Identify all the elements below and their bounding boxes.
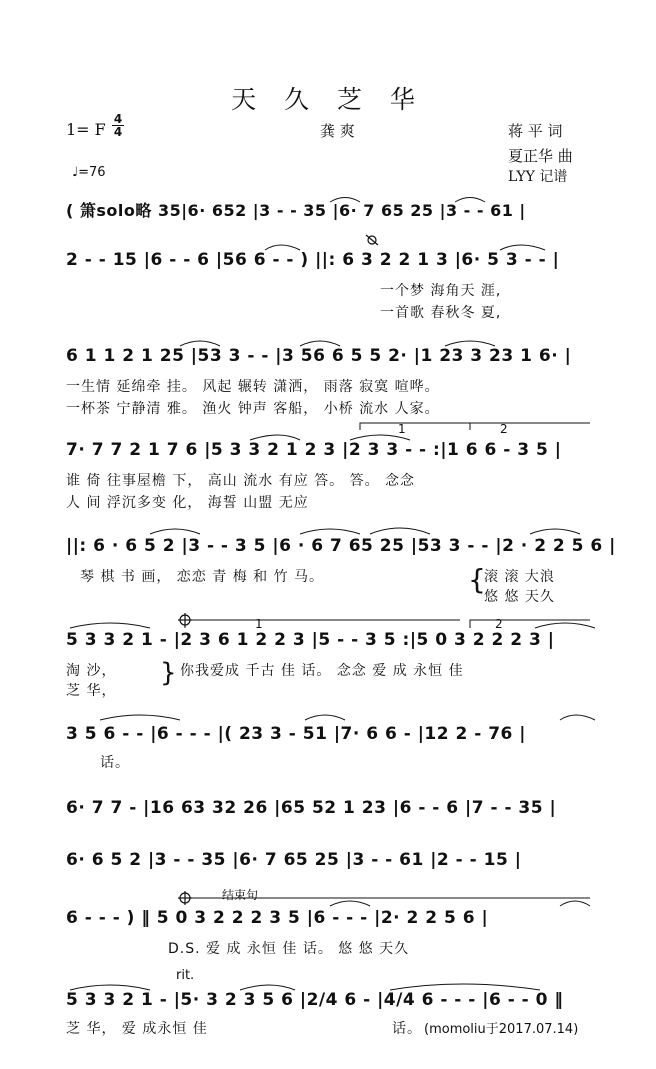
stave-6: 5 3 3 2 1 - |2 3 6 1 2 2 3 |5 - - 3 5 :|5 0 3 2 2 2 3 |	[66, 630, 555, 650]
song-title: 天 久 芝 华	[231, 85, 425, 114]
lyric-line: D.S. 爱 成 永恒 佳 话。 悠 悠 天久	[168, 941, 410, 957]
transcriber: LYY 记谱	[508, 169, 568, 185]
lyric-line: 琴 棋 书 画， 恋恋 青 梅 和 竹 马。	[80, 569, 325, 585]
tempo-value: =76	[78, 165, 106, 180]
ritardando-mark: rit.	[176, 968, 195, 983]
lyric-line: 滚 滚 大浪	[484, 569, 555, 585]
lyricist: 蒋 平 词	[508, 122, 563, 140]
lyric-line: 话。	[392, 1021, 422, 1037]
lyric-line: 一首歌 春秋冬 夏,	[380, 305, 502, 321]
brace-icon: {	[468, 563, 486, 596]
ending-label: 结束句	[222, 888, 259, 902]
lyric-line: 人 间 浮沉多变 化， 海誓 山盟 无应	[66, 495, 309, 511]
singer: 龚 爽	[320, 122, 355, 140]
lyric-line: 一生情 延绵牵 挂。 风起 辗转 潇洒， 雨落 寂寞 喧哗。	[66, 379, 440, 395]
lyric-line: 悠 悠 天久	[484, 589, 555, 605]
composer: 夏正华 曲	[508, 147, 573, 165]
stave-3: 6 1 1 2 1 25 |53 3 - - |3 56 6 5 5 2· |1 23 3 23 1 6· |	[66, 346, 572, 366]
time-signature-bottom: 4	[113, 125, 123, 139]
lyric-line: 话。	[100, 755, 130, 771]
brace-icon: }	[160, 658, 177, 688]
volta-1-label: 1	[398, 422, 406, 436]
volta-2-label: 2	[500, 422, 508, 436]
stave-11: 5 3 3 2 1 - |5· 3 2 3 5 6 |2/4 6 - |4/4 6 - - - |6 - - 0 ‖	[66, 990, 564, 1010]
stave-9: 6· 6 5 2 |3 - - 35 |6· 7 65 25 |3 - - 61 |2 - - 15 |	[66, 850, 522, 870]
time-signature-top: 4	[113, 112, 123, 126]
quarter-note-icon: ♩	[72, 165, 79, 180]
volta-1-label: 1	[255, 617, 263, 631]
lyric-line: 淘 沙，	[66, 663, 117, 679]
key-signature: 1= F	[66, 120, 106, 139]
lyric-line: 一杯茶 宁静清 雅。 渔火 钟声 客船， 小桥 流水 人家。	[66, 401, 440, 417]
lyric-line: 一个梦 海角天 涯,	[380, 283, 502, 299]
stave-4: 7· 7 7 2 1 7 6 |5 3 3 2 1 2 3 |2 3 3 - - :|1 6 6 - 3 5 |	[66, 440, 562, 460]
lyric-line: 你我爱成 千古 佳 话。 念念 爱 成 永恒 佳	[180, 663, 464, 679]
stave-7: 3 5 6 - - |6 - - - |( 23 3 - 51 |7· 6 6 - |12 2 - 76 |	[66, 724, 527, 744]
stave-2: 2 - - 15 |6 - - 6 |56 6 - - ) ||: 6 3 2 2 1 3 |6· 5 3 - - |	[66, 250, 560, 270]
footer-note: (momoliu于2017.07.14)	[424, 1022, 579, 1037]
lyric-line: 芝 华，	[66, 683, 117, 699]
volta-2-label: 2	[495, 617, 503, 631]
stave-1: ( 箫solo略 35|6· 652 |3 - - 35 |6· 7 65 25 |3 - - 61 |	[66, 201, 526, 220]
stave-10: 6 - - - ) ‖ 5 0 3 2 2 2 3 5 |6 - - - |2· 2 2 5 6 |	[66, 908, 489, 928]
lyric-line: 谁 倚 往事屋檐 下， 高山 流水 有应 答。 答。 念念	[66, 473, 416, 489]
stave-8: 6· 7 7 - |16 63 32 26 |65 52 1 23 |6 - - 6 |7 - - 35 |	[66, 798, 557, 818]
lyric-line: 芝 华， 爱 成永恒 佳	[66, 1021, 208, 1037]
stave-5: ||: 6 · 6 5 2 |3 - - 3 5 |6 · 6 7 65 25 |53 3 - - |2 · 2 2 5 6 |	[66, 536, 616, 556]
